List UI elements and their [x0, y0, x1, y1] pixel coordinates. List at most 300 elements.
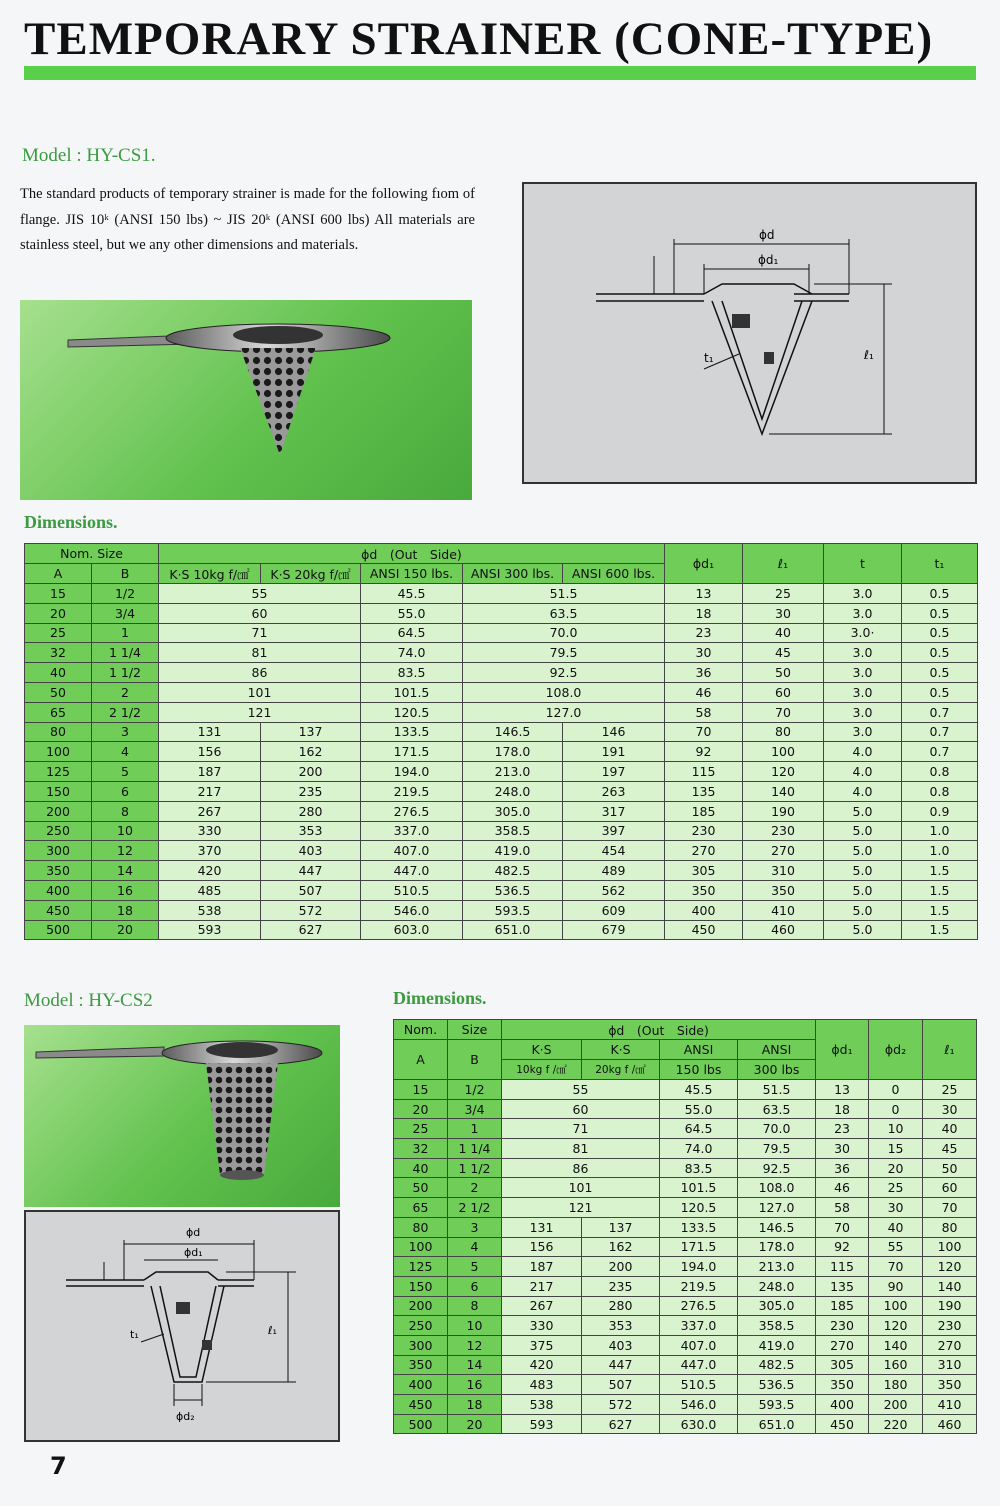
table-cell: 40	[394, 1158, 448, 1178]
table-cell: 250	[394, 1316, 448, 1336]
table-cell: 70	[743, 702, 824, 722]
table-cell: 337.0	[660, 1316, 738, 1336]
table-cell: 133.5	[660, 1217, 738, 1237]
table-cell: 3.0	[824, 722, 902, 742]
col-ansi150-bottom: 150 lbs	[660, 1060, 738, 1080]
table-row	[25, 781, 978, 801]
table-cell: 403	[582, 1335, 660, 1355]
table-cell: 178.0	[463, 742, 563, 762]
table-cell: 235	[261, 781, 361, 801]
table-row	[25, 702, 978, 722]
model1-dimension-diagram	[522, 182, 977, 484]
table-cell: 90	[869, 1276, 923, 1296]
diagram2-label-t1: t₁	[130, 1328, 139, 1341]
table-cell: 536.5	[738, 1375, 816, 1395]
table-cell: 65	[25, 702, 92, 722]
diagram-label-l1: ℓ₁	[864, 348, 874, 362]
table-cell: 450	[816, 1414, 869, 1434]
table-row	[394, 1296, 977, 1316]
table-cell: 63.5	[463, 603, 665, 623]
table-cell: 140	[923, 1276, 977, 1296]
table-row	[25, 841, 978, 861]
diagram2-label-d: ϕd	[186, 1226, 201, 1239]
col-a: A	[25, 564, 92, 584]
table-cell: 190	[743, 801, 824, 821]
table-cell: 194.0	[660, 1257, 738, 1277]
col-ansi600: ANSI 600 lbs.	[563, 564, 665, 584]
table-cell: 12	[448, 1335, 502, 1355]
table-cell: 150	[394, 1276, 448, 1296]
table-cell: 3/4	[448, 1099, 502, 1119]
table-cell: 25	[743, 584, 824, 604]
table-cell: 60	[159, 603, 361, 623]
table-cell: 115	[665, 762, 743, 782]
table-cell: 419.0	[738, 1335, 816, 1355]
col-od-out-side: ϕd (Out Side)	[502, 1020, 816, 1040]
table-cell: 180	[869, 1375, 923, 1395]
table-cell: 400	[394, 1375, 448, 1395]
table-cell: 230	[923, 1316, 977, 1336]
table-cell: 3.0	[824, 603, 902, 623]
table-cell: 156	[159, 742, 261, 762]
table-cell: 267	[159, 801, 261, 821]
table-row	[394, 1414, 977, 1434]
table-cell: 101.5	[361, 682, 463, 702]
table-row	[394, 1158, 977, 1178]
table-cell: 135	[665, 781, 743, 801]
table-cell: 131	[502, 1217, 582, 1237]
table-cell: 248.0	[738, 1276, 816, 1296]
table-cell: 507	[261, 880, 361, 900]
table-cell: 5.0	[824, 801, 902, 821]
table-cell: 6	[92, 781, 159, 801]
table-cell: 5.0	[824, 900, 902, 920]
table-cell: 162	[261, 742, 361, 762]
table-cell: 1.0	[902, 821, 978, 841]
table-cell: 60	[502, 1099, 660, 1119]
table-cell: 45	[743, 643, 824, 663]
table-cell: 460	[743, 920, 824, 940]
table-cell: 32	[394, 1139, 448, 1159]
table-cell: 353	[582, 1316, 660, 1336]
table-cell: 263	[563, 781, 665, 801]
table-cell: 135	[816, 1276, 869, 1296]
table-cell: 108.0	[463, 682, 665, 702]
table-cell: 100	[923, 1237, 977, 1257]
table-cell: 593	[159, 920, 261, 940]
table-cell: 267	[502, 1296, 582, 1316]
table-cell: 4.0	[824, 742, 902, 762]
table-cell: 140	[743, 781, 824, 801]
table-cell: 100	[743, 742, 824, 762]
model2-dimensions-table	[393, 1019, 977, 1434]
table-cell: 330	[502, 1316, 582, 1336]
table-cell: 3.0	[824, 584, 902, 604]
table-cell: 70	[923, 1198, 977, 1218]
table-cell: 23	[816, 1119, 869, 1139]
table-cell: 1	[448, 1119, 502, 1139]
table-cell: 80	[25, 722, 92, 742]
table-cell: 120.5	[660, 1198, 738, 1218]
table-cell: 25	[869, 1178, 923, 1198]
table-cell: 5.0	[824, 880, 902, 900]
table-cell: 350	[816, 1375, 869, 1395]
table-cell: 80	[743, 722, 824, 742]
table-cell: 137	[582, 1217, 660, 1237]
table-cell: 230	[743, 821, 824, 841]
table-cell: 108.0	[738, 1178, 816, 1198]
col-t1: t₁	[902, 544, 978, 584]
table-cell: 276.5	[660, 1296, 738, 1316]
table-cell: 100	[394, 1237, 448, 1257]
table-cell: 447.0	[361, 861, 463, 881]
table-cell: 30	[923, 1099, 977, 1119]
table-cell: 6	[448, 1276, 502, 1296]
table-cell: 280	[261, 801, 361, 821]
table-cell: 60	[923, 1178, 977, 1198]
table-cell: 16	[448, 1375, 502, 1395]
table-cell: 5.0	[824, 821, 902, 841]
table-cell: 270	[743, 841, 824, 861]
table-cell: 55	[159, 584, 361, 604]
table-cell: 10	[92, 821, 159, 841]
table-row	[25, 861, 978, 881]
table-cell: 4	[448, 1237, 502, 1257]
model1-label: Model : HY-CS1.	[22, 145, 156, 166]
table-cell: 651.0	[738, 1414, 816, 1434]
table-row	[394, 1119, 977, 1139]
table-cell: 32	[25, 643, 92, 663]
col-ansi150: ANSI 150 lbs.	[361, 564, 463, 584]
table-cell: 15	[394, 1080, 448, 1100]
table-cell: 8	[448, 1296, 502, 1316]
table-cell: 146.5	[738, 1217, 816, 1237]
table-cell: 45	[923, 1139, 977, 1159]
table-cell: 45.5	[361, 584, 463, 604]
col-d1: ϕd₁	[665, 544, 743, 584]
table-row	[394, 1178, 977, 1198]
table-cell: 55	[502, 1080, 660, 1100]
table-cell: 101.5	[660, 1178, 738, 1198]
table-cell: 185	[816, 1296, 869, 1316]
table-cell: 483	[502, 1375, 582, 1395]
table-cell: 71	[502, 1119, 660, 1139]
table-cell: 127.0	[738, 1198, 816, 1218]
table-cell: 101	[159, 682, 361, 702]
col-size: Size	[448, 1020, 502, 1040]
table-cell: 546.0	[361, 900, 463, 920]
table-cell: 679	[563, 920, 665, 940]
table-cell: 40	[25, 663, 92, 683]
table-cell: 197	[563, 762, 665, 782]
table-cell: 120	[923, 1257, 977, 1277]
table-cell: 482.5	[463, 861, 563, 881]
table-cell: 270	[923, 1335, 977, 1355]
col-a: A	[394, 1040, 448, 1080]
table-cell: 454	[563, 841, 665, 861]
table-cell: 410	[743, 900, 824, 920]
table-cell: 1 1/4	[92, 643, 159, 663]
table-cell: 400	[25, 880, 92, 900]
table-cell: 375	[502, 1335, 582, 1355]
table-cell: 187	[159, 762, 261, 782]
table-cell: 162	[582, 1237, 660, 1257]
page-title: TEMPORARY STRAINER (CONE-TYPE)	[24, 13, 934, 65]
table-cell: 407.0	[660, 1335, 738, 1355]
table-cell: 171.5	[361, 742, 463, 762]
table-cell: 71	[159, 623, 361, 643]
table-row	[25, 663, 978, 683]
table-cell: 609	[563, 900, 665, 920]
table-cell: 407.0	[361, 841, 463, 861]
table-cell: 5	[448, 1257, 502, 1277]
table-cell: 482.5	[738, 1355, 816, 1375]
table-cell: 400	[665, 900, 743, 920]
table-cell: 603.0	[361, 920, 463, 940]
table-cell: 0.5	[902, 584, 978, 604]
col-ansi300: ANSI 300 lbs.	[463, 564, 563, 584]
table-cell: 353	[261, 821, 361, 841]
table-cell: 51.5	[738, 1080, 816, 1100]
col-ks10-top: K·S	[502, 1040, 582, 1060]
table-cell: 0	[869, 1099, 923, 1119]
table-cell: 510.5	[660, 1375, 738, 1395]
table-cell: 572	[261, 900, 361, 920]
table-cell: 4	[92, 742, 159, 762]
table-cell: 150	[25, 781, 92, 801]
table-cell: 46	[816, 1178, 869, 1198]
table-row	[394, 1139, 977, 1159]
table-row	[394, 1316, 977, 1336]
table-cell: 64.5	[361, 623, 463, 643]
table-cell: 200	[25, 801, 92, 821]
table-cell: 146	[563, 722, 665, 742]
table-row	[394, 1198, 977, 1218]
page-number: 7	[50, 1452, 67, 1480]
table-cell: 74.0	[660, 1139, 738, 1159]
col-od-out-side: ϕd (Out Side)	[159, 544, 665, 564]
table-cell: 536.5	[463, 880, 563, 900]
table-cell: 419.0	[463, 841, 563, 861]
table-cell: 51.5	[463, 584, 665, 604]
table-row	[25, 643, 978, 663]
table-row	[25, 801, 978, 821]
table-cell: 20	[448, 1414, 502, 1434]
table-cell: 3.0·	[824, 623, 902, 643]
table-cell: 1 1/2	[92, 663, 159, 683]
col-b: B	[448, 1040, 502, 1080]
table-cell: 18	[816, 1099, 869, 1119]
table-row	[394, 1237, 977, 1257]
table-cell: 5.0	[824, 841, 902, 861]
table-cell: 46	[665, 682, 743, 702]
table-cell: 200	[394, 1296, 448, 1316]
table-cell: 538	[159, 900, 261, 920]
table-cell: 3/4	[92, 603, 159, 623]
table-cell: 358.5	[738, 1316, 816, 1336]
table-cell: 305.0	[463, 801, 563, 821]
model1-product-photo	[20, 300, 472, 500]
table-cell: 420	[159, 861, 261, 881]
table-row	[394, 1099, 977, 1119]
table-cell: 18	[665, 603, 743, 623]
table-cell: 305	[816, 1355, 869, 1375]
table-cell: 120	[869, 1316, 923, 1336]
table-cell: 74.0	[361, 643, 463, 663]
table-cell: 13	[816, 1080, 869, 1100]
table-cell: 200	[261, 762, 361, 782]
table-cell: 92	[665, 742, 743, 762]
table-cell: 305	[665, 861, 743, 881]
table-cell: 350	[743, 880, 824, 900]
table-cell: 500	[25, 920, 92, 940]
table-row	[25, 722, 978, 742]
table-row	[394, 1355, 977, 1375]
table-cell: 133.5	[361, 722, 463, 742]
table-cell: 30	[816, 1139, 869, 1159]
model2-dimension-diagram	[24, 1210, 340, 1442]
table-cell: 64.5	[660, 1119, 738, 1139]
table-cell: 137	[261, 722, 361, 742]
table-row	[394, 1257, 977, 1277]
table-cell: 70	[869, 1257, 923, 1277]
table-cell: 1 1/2	[448, 1158, 502, 1178]
table-cell: 630.0	[660, 1414, 738, 1434]
col-ks20-bottom: 20kg f /㎠	[582, 1060, 660, 1080]
table-cell: 627	[261, 920, 361, 940]
table-cell: 546.0	[660, 1395, 738, 1415]
table-cell: 593	[502, 1414, 582, 1434]
col-ansi150-top: ANSI	[660, 1040, 738, 1060]
table-cell: 485	[159, 880, 261, 900]
table-cell: 370	[159, 841, 261, 861]
table-cell: 86	[159, 663, 361, 683]
table-cell: 30	[665, 643, 743, 663]
table-row	[394, 1217, 977, 1237]
table-cell: 58	[816, 1198, 869, 1218]
table-cell: 510.5	[361, 880, 463, 900]
table-cell: 400	[816, 1395, 869, 1415]
table-cell: 20	[25, 603, 92, 623]
col-l1: ℓ₁	[743, 544, 824, 584]
table-cell: 450	[25, 900, 92, 920]
model1-dimensions-label: Dimensions.	[24, 512, 118, 532]
table-cell: 15	[25, 584, 92, 604]
table-cell: 593.5	[463, 900, 563, 920]
title-divider-bar	[24, 66, 976, 80]
table-cell: 217	[502, 1276, 582, 1296]
table-cell: 220	[869, 1414, 923, 1434]
table-cell: 500	[394, 1414, 448, 1434]
table-row	[25, 623, 978, 643]
col-ks10: K·S 10kg f/㎠	[159, 564, 261, 584]
table-cell: 5.0	[824, 861, 902, 881]
table-cell: 190	[923, 1296, 977, 1316]
table-cell: 562	[563, 880, 665, 900]
table-cell: 447	[582, 1355, 660, 1375]
table-row	[25, 821, 978, 841]
table-cell: 23	[665, 623, 743, 643]
table-cell: 79.5	[738, 1139, 816, 1159]
table-cell: 1.5	[902, 861, 978, 881]
table-cell: 350	[923, 1375, 977, 1395]
table-cell: 460	[923, 1414, 977, 1434]
table-cell: 0	[869, 1080, 923, 1100]
table-row	[25, 584, 978, 604]
table-cell: 20	[869, 1158, 923, 1178]
table-cell: 250	[25, 821, 92, 841]
table-cell: 330	[159, 821, 261, 841]
col-ks20: K·S 20kg f/㎠	[261, 564, 361, 584]
table-cell: 100	[869, 1296, 923, 1316]
table-cell: 1/2	[448, 1080, 502, 1100]
table-cell: 0.5	[902, 663, 978, 683]
table-cell: 4.0	[824, 781, 902, 801]
table-cell: 79.5	[463, 643, 665, 663]
table-cell: 14	[448, 1355, 502, 1375]
table-cell: 200	[869, 1395, 923, 1415]
model1-intro-text: The standard products of temporary strainer is made for the following fıom of flange. JIS 10ᵏ (ANSI 150 lbs) ~ JIS 20ᵏ (ANSI 600 lbs) All materials are stainless steel, but we any other dimensions and materials.	[20, 186, 475, 253]
table-cell: 121	[502, 1198, 660, 1218]
table-cell: 300	[25, 841, 92, 861]
table-cell: 270	[665, 841, 743, 861]
table-cell: 50	[923, 1158, 977, 1178]
table-cell: 70	[816, 1217, 869, 1237]
table-cell: 14	[92, 861, 159, 881]
table-cell: 310	[743, 861, 824, 881]
table-row	[394, 1375, 977, 1395]
table-cell: 70.0	[738, 1119, 816, 1139]
table-cell: 83.5	[660, 1158, 738, 1178]
table-cell: 2	[448, 1178, 502, 1198]
table-cell: 45.5	[660, 1080, 738, 1100]
table-cell: 507	[582, 1375, 660, 1395]
col-nom-size: Nom. Size	[25, 544, 159, 564]
table-cell: 4.0	[824, 762, 902, 782]
diagram2-label-l1: ℓ₁	[268, 1324, 277, 1337]
table-cell: 171.5	[660, 1237, 738, 1257]
table-cell: 58	[665, 702, 743, 722]
table-cell: 187	[502, 1257, 582, 1277]
table-row	[25, 880, 978, 900]
table-cell: 15	[869, 1139, 923, 1159]
table-cell: 3.0	[824, 643, 902, 663]
table-cell: 310	[923, 1355, 977, 1375]
table-cell: 3.0	[824, 663, 902, 683]
table-cell: 410	[923, 1395, 977, 1415]
table-cell: 12	[92, 841, 159, 861]
table-cell: 447.0	[660, 1355, 738, 1375]
col-d2: ϕd₂	[869, 1020, 923, 1080]
table-row	[25, 682, 978, 702]
table-cell: 86	[502, 1158, 660, 1178]
col-ks20-top: K·S	[582, 1040, 660, 1060]
table-cell: 140	[869, 1335, 923, 1355]
table-cell: 270	[816, 1335, 869, 1355]
table-cell: 191	[563, 742, 665, 762]
table-cell: 30	[869, 1198, 923, 1218]
table-cell: 10	[448, 1316, 502, 1336]
diagram-label-d1: ϕd₁	[758, 253, 779, 267]
diagram2-label-d1: ϕd₁	[184, 1246, 203, 1259]
table-cell: 248.0	[463, 781, 563, 801]
table-cell: 219.5	[660, 1276, 738, 1296]
table-cell: 350	[665, 880, 743, 900]
table-cell: 80	[394, 1217, 448, 1237]
table-row	[394, 1080, 977, 1100]
table-cell: 593.5	[738, 1395, 816, 1415]
table-cell: 235	[582, 1276, 660, 1296]
